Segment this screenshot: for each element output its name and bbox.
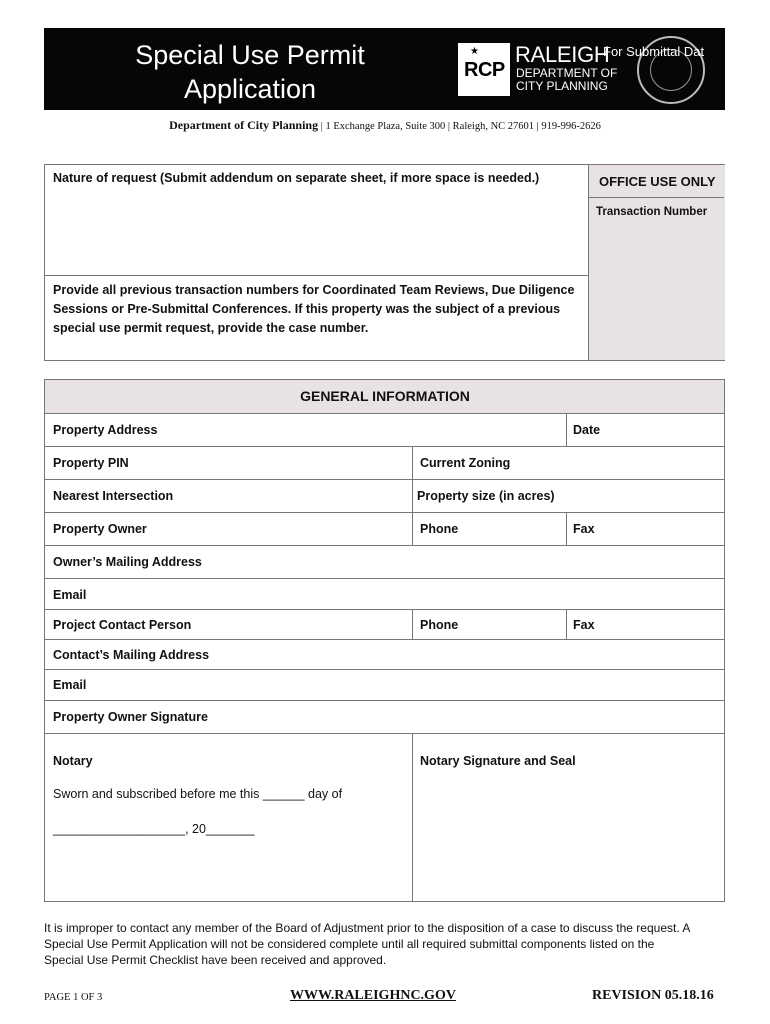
column-divider (566, 609, 567, 639)
row-divider (45, 479, 724, 480)
row-divider (45, 669, 724, 670)
column-divider (566, 413, 567, 446)
row-divider (45, 609, 724, 610)
page-title: Special Use Permit Application (135, 40, 365, 104)
department-address: Department of City Planning | 1 Exchange Plaza, Suite 300 | Raleigh, NC 27601 | 919-996-2626 (169, 118, 601, 132)
column-divider (412, 446, 413, 545)
star-icon: ★ (470, 46, 479, 57)
submittal-date-text: For Submittal Dat (603, 44, 705, 59)
column-divider (412, 609, 413, 639)
column-divider (566, 512, 567, 545)
notary-date-line: ___________________, 20_______ (53, 822, 255, 836)
owner-mailing-address-label: Owner’s Mailing Address (53, 555, 202, 569)
nearest-intersection-label: Nearest Intersection (53, 489, 174, 503)
notice-text: It is improper to contact any member of the Board of Adjustment prior to the disposition of a case to discuss the request. A Special Use Permit Application will not be considered complete until all required submittal components listed on the Special Use Permit Checklist have been received and approved. (44, 921, 691, 967)
website-link[interactable]: WWW.RALEIGHNC.GOV (290, 988, 456, 1003)
nature-of-request-label: Nature of request (Submit addendum on separate sheet, if more space is needed.) (53, 171, 540, 185)
owner-fax-label: Fax (573, 522, 595, 536)
raleigh-logo-text: RALEIGH (515, 42, 610, 67)
transaction-number-label: Transaction Number (596, 206, 708, 218)
request-divider (45, 275, 588, 276)
owner-signature-label: Property Owner Signature (53, 710, 208, 724)
property-owner-label: Property Owner (53, 522, 147, 536)
notary-label: Notary (53, 754, 93, 768)
project-contact-label: Project Contact Person (53, 618, 192, 632)
property-pin-label: Property PIN (53, 456, 129, 470)
contact-email-label: Email (53, 678, 87, 692)
previous-transactions-label: Provide all previous transaction numbers for Coordinated Team Reviews, Due Diligence Sessions or Pre-Submittal Conferences. If this property was the subject of a previous special use permit request, provide the case number. (53, 283, 575, 335)
row-divider (45, 733, 724, 734)
row-divider (45, 446, 724, 447)
property-address-label: Property Address (53, 423, 158, 437)
property-size-label: Property size (in acres) (417, 489, 555, 503)
row-divider (45, 512, 724, 513)
contact-phone-label: Phone (420, 618, 459, 632)
dept-logo-line2: CITY PLANNING (516, 79, 608, 93)
owner-phone-label: Phone (420, 522, 459, 536)
dept-logo-line1: DEPARTMENT OF (516, 66, 618, 80)
owner-email-label: Email (53, 588, 87, 602)
row-divider (45, 578, 724, 579)
sworn-statement: Sworn and subscribed before me this ______ day of (53, 787, 343, 801)
current-zoning-label: Current Zoning (420, 456, 511, 470)
revision-label: REVISION 05.18.16 (592, 988, 714, 1003)
notary-signature-label: Notary Signature and Seal (420, 754, 576, 768)
page-number: PAGE 1 OF 3 (44, 992, 103, 1003)
date-label: Date (573, 423, 601, 437)
office-use-header-divider (588, 197, 724, 198)
general-information-heading: GENERAL INFORMATION (300, 388, 470, 404)
row-divider (45, 639, 724, 640)
contact-mailing-address-label: Contact’s Mailing Address (53, 648, 210, 662)
row-divider (45, 413, 724, 414)
column-divider (412, 733, 413, 901)
office-use-panel (588, 165, 725, 360)
rcp-logo-text: RCP (464, 59, 505, 81)
row-divider (45, 700, 724, 701)
office-use-label: OFFICE USE ONLY (599, 174, 716, 189)
contact-fax-label: Fax (573, 618, 595, 632)
row-divider (45, 545, 724, 546)
